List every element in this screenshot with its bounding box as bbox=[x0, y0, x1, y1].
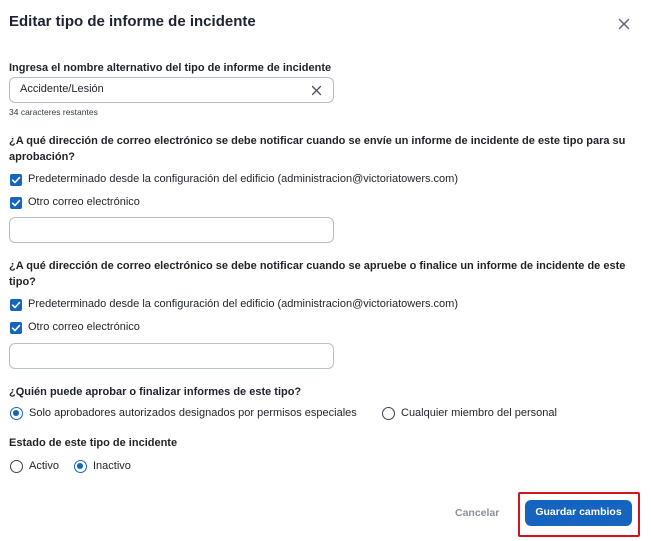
submit-other-email-input[interactable] bbox=[9, 217, 334, 243]
submit-notify-question-line2: aprobación? bbox=[9, 151, 76, 163]
status-inactive-radio[interactable] bbox=[74, 460, 87, 473]
submit-default-checkbox[interactable] bbox=[10, 174, 22, 186]
cancel-button[interactable]: Cancelar bbox=[455, 507, 500, 519]
approvers-authorized-label: Solo aprobadores autorizados designados por permisos especiales bbox=[29, 407, 357, 419]
dialog-title: Editar tipo de informe de incidente bbox=[9, 13, 256, 30]
status-inactive-label: Inactivo bbox=[93, 460, 131, 472]
approve-other-checkbox[interactable] bbox=[10, 322, 22, 334]
alt-name-input[interactable] bbox=[9, 77, 334, 103]
clear-icon[interactable] bbox=[310, 84, 323, 97]
alt-name-value: Accidente/Lesión bbox=[20, 83, 104, 95]
characters-remaining: 34 caracteres restantes bbox=[9, 107, 98, 117]
alt-name-label: Ingresa el nombre alternativo del tipo de informe de incidente bbox=[9, 62, 332, 74]
submit-other-label: Otro correo electrónico bbox=[28, 196, 140, 208]
approve-notify-question-line1: ¿A qué dirección de correo electrónico se debe notificar cuando se apruebe o finalice un informe de incidente de este bbox=[9, 260, 626, 272]
approvers-any-radio[interactable] bbox=[382, 407, 395, 420]
save-changes-button[interactable]: Guardar cambios bbox=[525, 500, 632, 526]
approve-other-email-input[interactable] bbox=[9, 343, 334, 369]
submit-other-checkbox[interactable] bbox=[10, 197, 22, 209]
status-active-radio[interactable] bbox=[10, 460, 23, 473]
submit-notify-question-line1: ¿A qué dirección de correo electrónico se debe notificar cuando se envíe un informe de incidente de este tipo para su bbox=[9, 135, 626, 147]
approve-notify-question-line2: tipo? bbox=[9, 276, 36, 288]
submit-notify-question bbox=[9, 133, 625, 165]
approvers-question: ¿Quién puede aprobar o finalizar informes de este tipo? bbox=[9, 386, 302, 398]
approve-default-checkbox[interactable] bbox=[10, 299, 22, 311]
close-icon[interactable] bbox=[615, 15, 633, 33]
approve-other-label: Otro correo electrónico bbox=[28, 321, 140, 333]
approvers-any-label: Cualquier miembro del personal bbox=[401, 407, 557, 419]
approvers-authorized-radio[interactable] bbox=[10, 407, 23, 420]
status-active-label: Activo bbox=[29, 460, 59, 472]
status-question: Estado de este tipo de incidente bbox=[9, 437, 178, 449]
approve-notify-question bbox=[9, 258, 625, 290]
approve-default-label: Predeterminado desde la configuración del edificio (administracion@victoriatowers.com) bbox=[28, 298, 458, 310]
submit-default-label: Predeterminado desde la configuración del edificio (administracion@victoriatowers.com) bbox=[28, 173, 458, 185]
